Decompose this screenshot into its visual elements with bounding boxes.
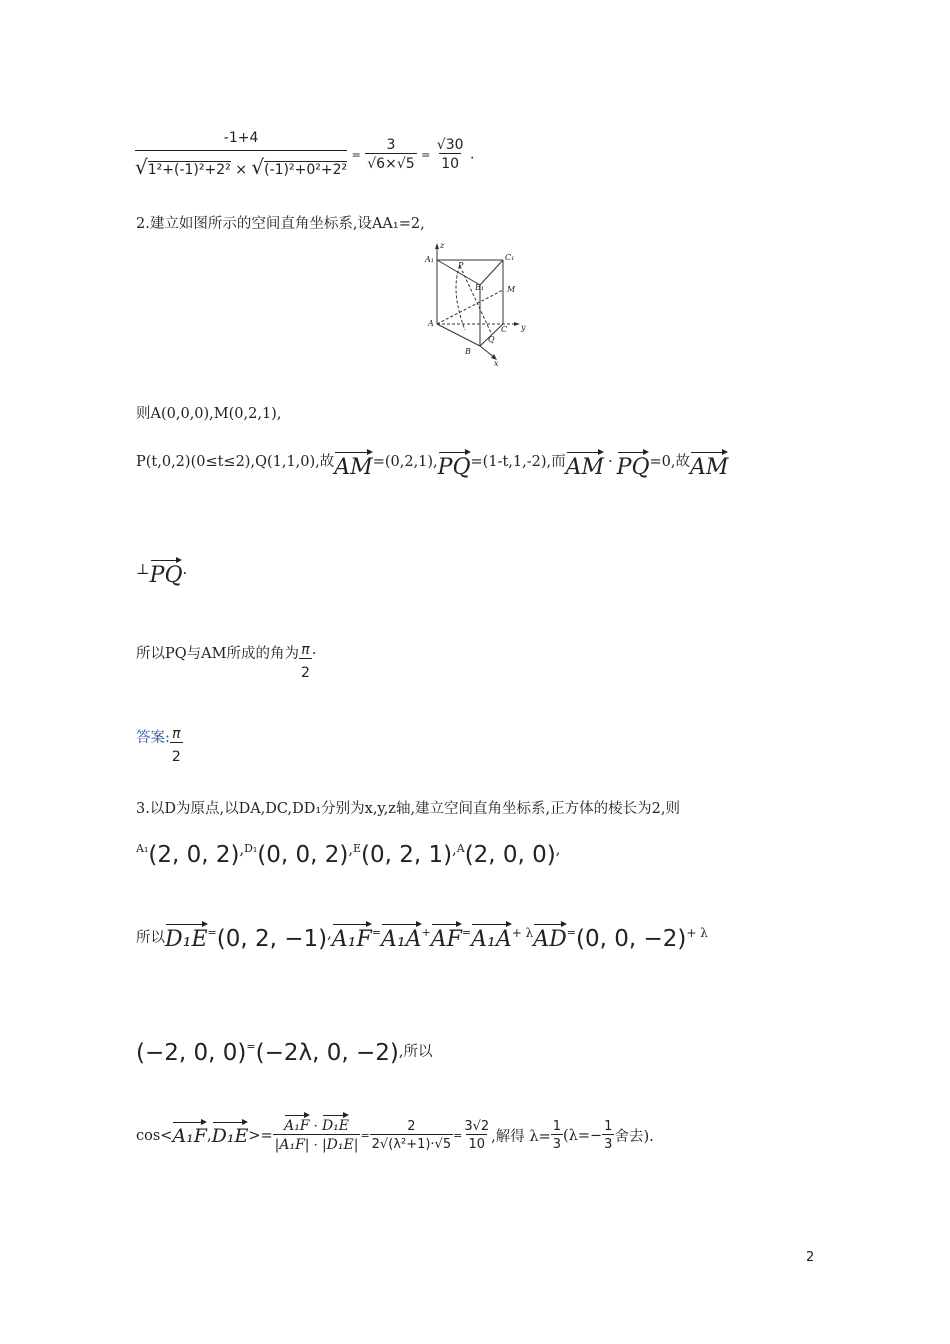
s2-dot: ·: [608, 454, 613, 470]
formula-1-f3-num: √30: [436, 137, 464, 153]
vector-D1E: D₁E: [211, 1124, 249, 1147]
cos-f2-num: 2: [407, 1119, 416, 1134]
point-A1-name: A₁: [136, 842, 149, 855]
section-3-points: [136, 842, 560, 868]
cos-f1-den: [273, 1134, 361, 1153]
vector-PQ: PQ: [616, 455, 650, 480]
point-D1-name: D₁: [244, 842, 258, 855]
s2-text-a: P(t,0,2)(0≤t≤2),Q(1,1,0),故: [136, 454, 335, 470]
vector-A1A: A₁A: [471, 927, 512, 952]
point-D1-coord: (0, 0, 2): [257, 842, 349, 868]
label-P: P: [458, 261, 464, 270]
comma: ,: [327, 926, 332, 942]
section-2-perp-line: [136, 562, 187, 588]
point-A-coord: (2, 0, 0): [464, 842, 556, 868]
eq-sign: =: [371, 926, 381, 939]
lambda2-den: 3: [602, 1134, 614, 1152]
cos-comma: ,: [206, 1127, 212, 1144]
formula-1-end: .: [469, 146, 475, 163]
cos-f2-den: 2√(λ²+1)·√5: [370, 1134, 453, 1152]
so-label: 所以: [136, 930, 165, 946]
point-sep: ,: [348, 842, 353, 858]
eq-sign: =: [461, 926, 472, 939]
lambda-den: 3: [551, 1134, 563, 1152]
cos-f1-num: [282, 1118, 351, 1134]
dot: ·: [313, 1138, 318, 1153]
section-2-angle-line: [136, 642, 317, 681]
dot: ·: [313, 1119, 318, 1134]
coord-AD: (0, 0, −2): [575, 926, 687, 952]
formula-1-eq1: =: [351, 148, 361, 162]
lambda2-num: 1: [604, 1119, 613, 1134]
vector-AM: AM: [565, 455, 605, 480]
angle-den: 2: [299, 658, 312, 681]
point-A-name: A: [456, 842, 465, 855]
angle-text: 所以PQ与AM所成的角为: [136, 646, 299, 662]
section-3-intro: 3.以D为原点,以DA,DC,DD₁分别为x,y,z轴,建立空间直角坐标系,正方体的棱长为2,则: [136, 801, 681, 817]
section-2-coordinates: 则A(0,0,0),M(0,2,1),: [136, 406, 282, 422]
formula-1-f2-den: √6×√5: [365, 153, 416, 172]
label-z: z: [440, 241, 445, 250]
cos-eq1: =: [360, 1129, 370, 1142]
cos-lt: <: [160, 1127, 173, 1144]
formula-1-denominator: √1²+(-1)²+2² × √(-1)²+0²+2²: [135, 150, 347, 179]
label-M: M: [507, 285, 516, 294]
section-2-intro: 2.建立如图所示的空间直角坐标系,设AA₁=2,: [136, 216, 425, 232]
vector-A1F: A₁F: [284, 1118, 310, 1134]
cos-mid: (λ=−: [563, 1127, 603, 1144]
section-3-line-2: [136, 1040, 432, 1066]
label-Q: Q: [488, 335, 495, 344]
coord-D1E: (0, 2, −1): [216, 926, 328, 952]
label-C1: C₁: [505, 253, 515, 262]
cos-label: cos: [136, 1127, 161, 1144]
plus-lambda: + λ: [511, 926, 534, 940]
cos-f3-num: 3√2: [464, 1119, 490, 1134]
plus-sign: +: [421, 926, 431, 939]
formula-1-f2-num: 3: [386, 137, 396, 153]
eq-sign: =: [207, 926, 217, 939]
point-A1-coord: (2, 0, 2): [148, 842, 240, 868]
point-sep: ,: [239, 842, 245, 858]
vector-AM: AM: [689, 455, 729, 480]
answer-label: 答案:: [136, 730, 170, 746]
line-AM: [437, 290, 503, 324]
axis-y-arrow: [514, 322, 520, 326]
formula-1-f3-den: 10: [439, 153, 461, 172]
section-3-cos-line: [136, 1118, 654, 1153]
prism-figure: [420, 240, 540, 370]
point-sep: ,: [452, 842, 457, 858]
formula-1-den-b: (-1)²+0²+2²: [264, 162, 348, 178]
eq-sign: =: [246, 1040, 256, 1053]
answer-den: 2: [170, 742, 183, 765]
formula-1-eq2: =: [421, 148, 431, 162]
lambda-num: 1: [552, 1119, 562, 1134]
coord-lambda: (−2λ, 0, −2): [255, 1040, 399, 1066]
label-y: y: [521, 323, 526, 332]
eq-sign: =: [566, 926, 576, 939]
edge-AB: [437, 324, 480, 346]
vector-D1E: D₁E: [165, 927, 208, 952]
vector-PQ: PQ: [437, 455, 471, 480]
so-label: ,所以: [398, 1044, 433, 1060]
label-C: C: [501, 325, 508, 334]
vector-PQ: PQ: [149, 563, 183, 588]
label-B1: B₁: [475, 283, 485, 292]
vector-AF: AF: [430, 927, 462, 952]
vector-AM: AM: [334, 455, 373, 480]
coord-neg2: (−2, 0, 0): [136, 1040, 247, 1066]
section-2-vector-line: [136, 450, 728, 480]
angle-num: π: [301, 642, 310, 658]
label-B: B: [465, 347, 471, 356]
plus-lambda: + λ: [686, 926, 708, 940]
vector-D1E: D₁E: [321, 1118, 349, 1134]
cos-eq2: =: [453, 1129, 463, 1142]
vector-A1F: A₁F: [172, 1124, 207, 1147]
s2-text-c: =(1-t,1,-2),而: [470, 454, 566, 470]
point-sep: ,: [555, 842, 561, 858]
formula-line-1: [135, 130, 474, 179]
vector-A1A: A₁A: [380, 927, 422, 952]
cos-gt: >=: [248, 1127, 273, 1144]
point-E-coord: (0, 2, 1): [361, 842, 453, 868]
label-A1: A₁: [425, 255, 434, 264]
perp-symbol: ⊥: [136, 562, 150, 578]
cos-f3-den: 10: [466, 1134, 487, 1152]
label-A: A: [428, 319, 434, 328]
axis-z-arrow: [435, 243, 439, 249]
formula-1-den-a: 1²+(-1)²+2²: [147, 162, 231, 178]
section-3-vector-line: [136, 926, 708, 952]
page-number: 2: [806, 1250, 815, 1265]
vector-AD: AD: [533, 927, 567, 952]
edge-B1C1: [480, 260, 503, 285]
s2-text-b: =(0,2,1),: [372, 454, 438, 470]
perp-end: .: [182, 562, 188, 578]
s2-text-d: =0,故: [649, 454, 690, 470]
angle-end: .: [311, 642, 317, 658]
cos-solve: ,解得 λ=: [491, 1129, 551, 1145]
norm-A1F: |A₁F|: [274, 1137, 310, 1153]
point-E-name: E: [353, 842, 362, 855]
vector-A1F: A₁F: [331, 927, 372, 952]
norm-D1E: |D₁E|: [321, 1137, 359, 1153]
answer-num: π: [172, 726, 181, 742]
answer-line: [136, 726, 183, 765]
line-PQ: [460, 266, 492, 335]
formula-1-numerator: -1+4: [223, 130, 259, 146]
formula-1-times: ×: [235, 162, 247, 178]
label-x: x: [494, 359, 499, 368]
cos-tail: 舍去).: [614, 1129, 654, 1145]
